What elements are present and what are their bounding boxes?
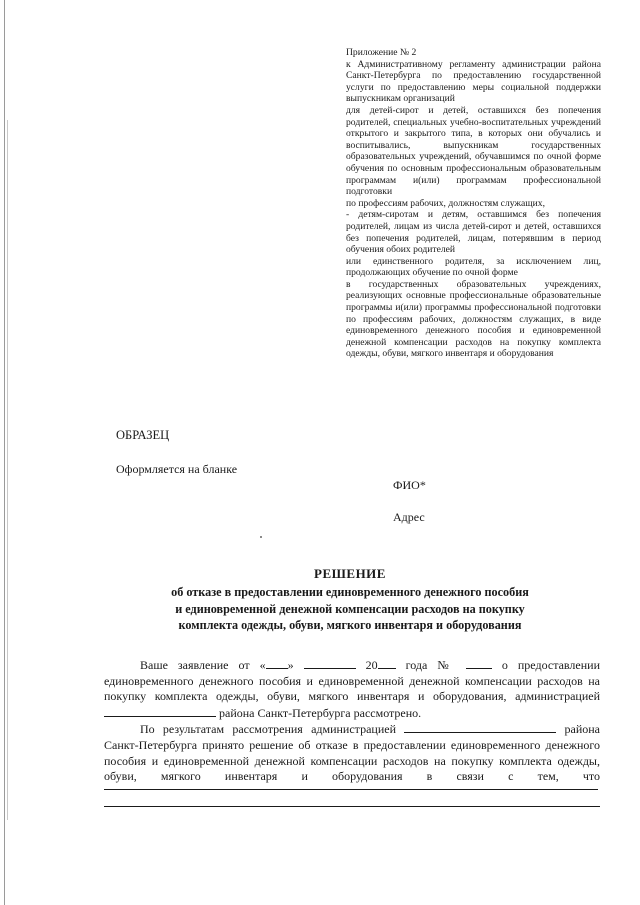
text-fragment: » (287, 658, 294, 672)
letterhead-note: Оформляется на бланке (116, 462, 238, 476)
text-fragment: года № (405, 658, 456, 672)
decision-subtitle (120, 584, 580, 634)
appendix-title: Приложение № 2 (346, 47, 417, 58)
text-fragment: Ваше заявление от « (140, 658, 266, 672)
text-fragment: По результатам рассмотрения администрацией (140, 722, 396, 737)
recipient-address: Адрес (393, 510, 425, 524)
day-blank (266, 657, 288, 669)
application-paragraph (104, 657, 600, 721)
text-fragment: района Санкт-Петербурга рассмотрено. (219, 705, 422, 720)
decision-subtitle-line: комплекта одежды, обуви, мягкого инвентаря и оборудования (178, 618, 522, 632)
result-paragraph (104, 721, 600, 784)
year-blank (378, 657, 396, 669)
appendix-text-1: к Административному регламенту администрации района Санкт-Петербурга по предоставлению государственной услуги по предоставлению меры социальной поддержки выпускникам организаций (346, 58, 601, 105)
page-left-edge-shadow (7, 120, 8, 820)
district-blank (404, 721, 556, 733)
month-blank (304, 657, 356, 669)
administration-blank (104, 705, 216, 717)
text-fragment: 20 (365, 658, 378, 672)
decision-subtitle-line: об отказе в предоставлении единовременного денежного пособия (171, 585, 529, 599)
sample-label: ОБРАЗЕЦ (116, 428, 170, 442)
appendix-text-2: для детей-сирот и детей, оставшихся без попечения родителей, специальных учебно-воспитательных учреждений открытого и закрытого типа, в которых они обучались и воспитывались, выпускникам государственных образовательных учреждений, обучавшимся по очной форме обучения по основным профессиональным образовательным программам и(или) программам профессиональной подготовки (346, 104, 601, 198)
reason-line (104, 789, 598, 790)
scan-speck (260, 536, 262, 538)
page-left-edge (4, 0, 5, 905)
appendix-text-3: по профессиям рабочих, должностям служащих, (346, 197, 546, 209)
recipient-name: ФИО* (393, 478, 426, 492)
text-fragment: района Санкт-Петербурга принято решение об отказе в предоставлении единовременного денежного пособия и единовременной денежной компенсации расходов на покупку комплекта одежды, обуви, мягкого инвентаря и оборудования в связи с тем, что (104, 722, 600, 784)
appendix-text-5: или единственного родителя, за исключением лиц, продолжающих обучение по очной форме (346, 255, 601, 279)
decision-title: РЕШЕНИЕ (314, 566, 386, 581)
reason-line (104, 806, 600, 807)
decision-subtitle-line: и единовременной денежной компенсации расходов на покупку (175, 601, 525, 616)
appendix-block (346, 47, 601, 360)
number-blank (466, 657, 492, 669)
appendix-text-6: в государственных образовательных учреждениях, реализующих основные профессиональные образовательные программы и(или) программы профессиональной подготовки по профессиям рабочих, должностям служащих, в виде единовременного денежного пособия и единовременной денежной компенсации расходов на покупку комплекта одежды, обуви, мягкого инвентаря и оборудования (346, 278, 601, 360)
text-fragment: о предоставлении единовременного денежного пособия и единовременной денежной компенсации расходов на покупку комплекта одежды, обуви, мягкого инвентаря и оборудования, администрацией (104, 658, 601, 704)
appendix-text-4: - детям-сиротам и детям, оставшимся без попечения родителей, лицам из числа детей-сирот и детей, оставшихся без попечения родителей, лицам, потерявшим в период обучения обоих родителей (346, 209, 601, 256)
decision-body (104, 657, 600, 785)
